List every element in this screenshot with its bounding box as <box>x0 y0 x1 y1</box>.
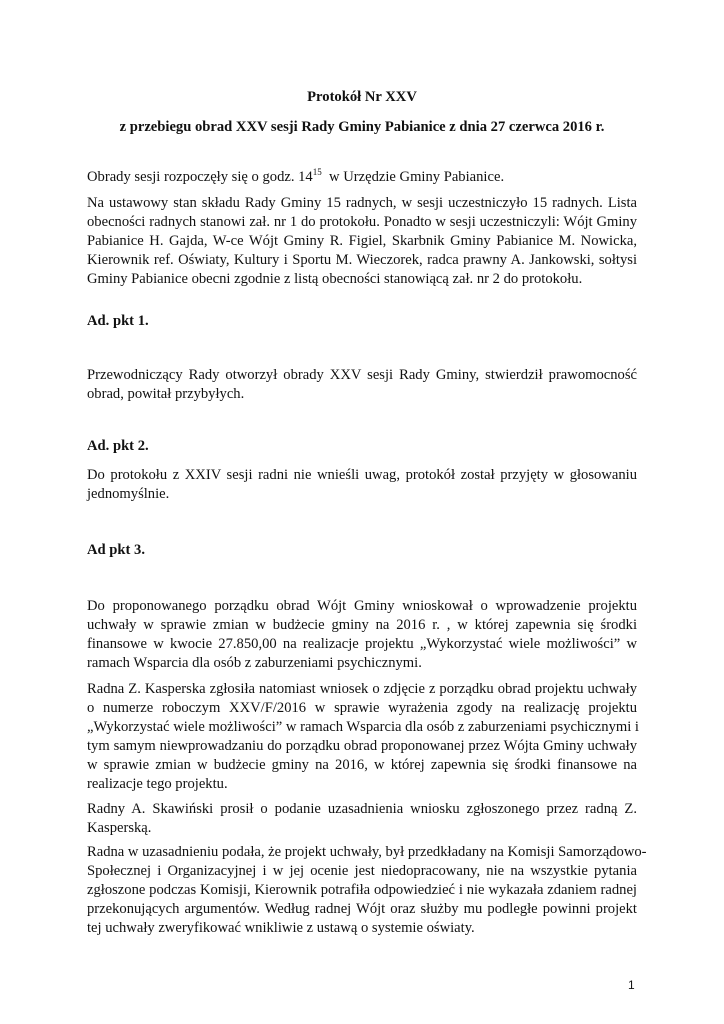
section-heading-pkt3: Ad pkt 3. <box>87 542 145 558</box>
pkt3-p2-line: tym samym niewprowadzaniu do porządku obrad proponowanej przez Wójta Gminy uchwały <box>87 738 637 754</box>
page-number: 1 <box>628 978 635 992</box>
pkt3-p1-line: Do proponowanego porządku obrad Wójt Gminy wnioskował o wprowadzenie projektu <box>87 598 637 614</box>
pkt3-p1-line: ramach Wsparcia dla osób z zaburzeniami psychicznymi. <box>87 655 422 671</box>
pkt2-line: jednomyślnie. <box>87 486 170 502</box>
section-heading-pkt1: Ad. pkt 1. <box>87 313 149 329</box>
pkt3-p3-line: Radny A. Skawiński prosił o podanie uzasadnienia wniosku zgłoszonego przez radną Z. <box>87 801 637 817</box>
pkt3-p3-line: Kasperską. <box>87 820 152 836</box>
pkt3-p2-line: realizacje tego projektu. <box>87 776 228 792</box>
pkt2-line: Do protokołu z XXIV sesji radni nie wnieśli uwag, protokół został przyjęty w głosowaniu <box>87 467 637 483</box>
session-start-minutes: 15 <box>312 167 322 177</box>
pkt3-p2-line: o numerze roboczym XXV/F/2016 w sprawie wyrażenia zgody na realizację projektu <box>87 700 637 716</box>
pkt3-p4-line: zgłoszone podczas Komisji, Kierownik potrafiła odpowiedzieć i nie wykazała zdaniem radnej <box>87 882 637 898</box>
session-start-text: Obrady sesji rozpoczęły się o godz. 14 <box>87 169 313 185</box>
intro-line: Na ustawowy stan składu Rady Gminy 15 radnych, w sesji uczestniczyło 15 radnych. Lista <box>87 195 637 211</box>
pkt1-line: obrad, powitał przybyłych. <box>87 386 245 402</box>
pkt3-p2-line: w sprawie zmian w budżecie gminy na 2016, w której zapewnia się środki finansowe na <box>87 757 637 773</box>
pkt1-line: Przewodniczący Rady otworzył obrady XXV sesji Rady Gminy, stwierdził prawomocność <box>87 367 637 383</box>
pkt3-p4-line: przekonujących argumentów. Według radnej Wójt oraz służby mu podległe powinni projekt <box>87 901 637 917</box>
intro-line: Pabianice H. Gajda, W-ce Wójt Gminy R. Figiel, Skarbnik Gminy Pabianice M. Nowicka, <box>87 233 637 249</box>
pkt3-p2-line: „Wykorzystać wiele możliwości” w ramach Wsparcia dla osób z zaburzeniami psychicznymi i <box>87 719 639 735</box>
intro-line: Kierownik ref. Oświaty, Kultury i Sportu M. Wieczorek, radca prawny A. Jankowski, sołtysi <box>87 252 637 268</box>
pkt3-p1-line: finansowe w kwocie 27.850,00 na realizacje projektu „Wykorzystać wiele możliwości” w <box>87 636 637 652</box>
pkt3-p1-line: uchwały w sprawie zmian w budżecie gminy na 2016 r. , w której zapewnia się środki <box>87 617 637 633</box>
intro-line: Gminy Pabianice obecni zgodnie z listą obecności stanowiącą zał. nr 2 do protokołu. <box>87 271 583 287</box>
document-title: Protokół Nr XXV <box>307 89 417 105</box>
session-start-line <box>87 168 637 186</box>
pkt3-p4-line: Radna w uzasadnieniu podała, że projekt uchwały, był przedkładany na Komisji Samorządowo- <box>87 844 647 860</box>
section-heading-pkt2: Ad. pkt 2. <box>87 438 149 454</box>
session-start-place: w Urzędzie Gminy Pabianice. <box>329 169 505 185</box>
document-subtitle: z przebiegu obrad XXV sesji Rady Gminy Pabianice z dnia 27 czerwca 2016 r. <box>119 119 605 135</box>
intro-line: obecności radnych stanowi zał. nr 1 do protokołu. Ponadto w sesji uczestniczyli: Wójt Gminy <box>87 214 637 230</box>
pkt3-p4-line: tej uchwały zweryfikować wnikliwie z ustawą o systemie oświaty. <box>87 920 475 936</box>
pkt3-p4-line: Społecznej i Organizacyjnej i w jej ocenie jest niedopracowany, nie na wszystkie pytania <box>87 863 637 879</box>
pkt3-p2-line: Radna Z. Kasperska zgłosiła natomiast wniosek o zdjęcie z porządku obrad projektu uchwały <box>87 681 637 697</box>
